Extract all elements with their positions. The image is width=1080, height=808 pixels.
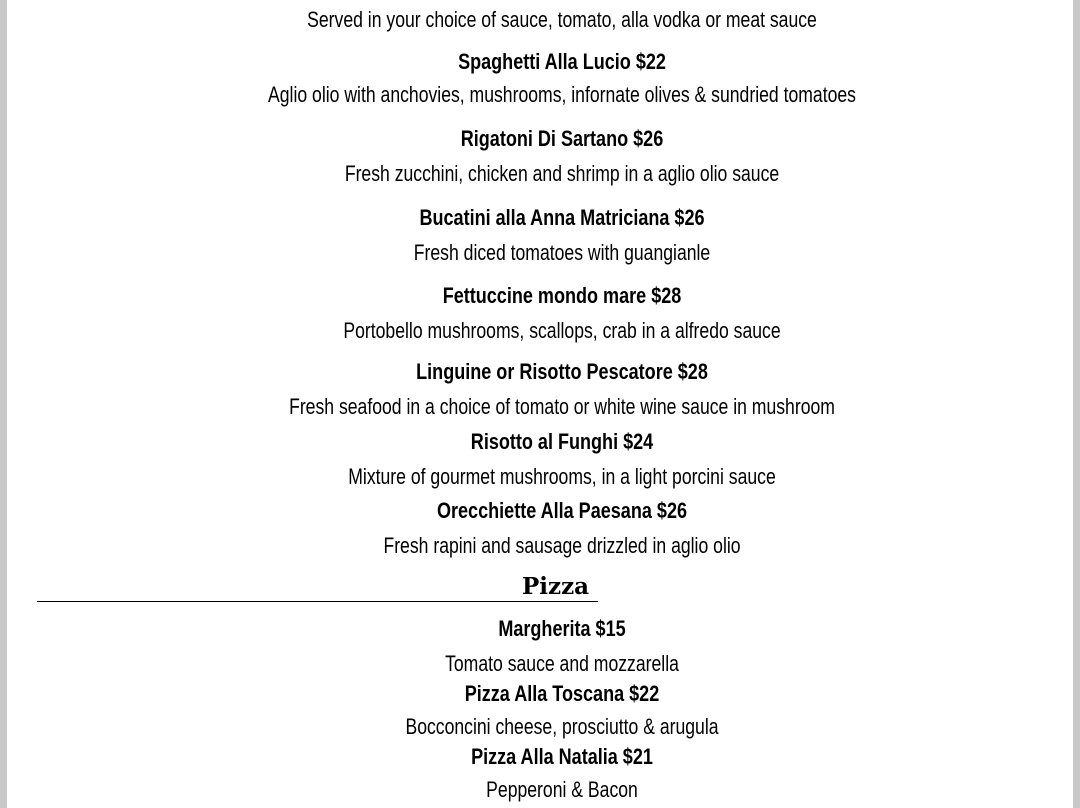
pizza-item-title: Pizza Alla Toscana $22: [464, 681, 660, 706]
pasta-item-title: Bucatini alla Anna Matriciana $26: [419, 205, 705, 230]
pasta-item-desc: Mixture of gourmet mushrooms, in a light porcini sauce: [348, 464, 776, 489]
menu-page: [7, 0, 1073, 808]
pasta-item-title: Rigatoni Di Sartano $26: [460, 126, 664, 151]
pizza-item-title: Margherita $15: [498, 616, 626, 641]
pasta-item-desc: Fresh seafood in a choice of tomato or white wine sauce in mushroom: [289, 394, 835, 419]
pasta-item-title: Risotto al Funghi $24: [470, 429, 654, 454]
pizza-section-heading: Pizza: [522, 573, 590, 600]
pizza-item-desc: Tomato sauce and mozzarella: [445, 651, 679, 676]
pasta-item-title: Spaghetti Alla Lucio $22: [458, 49, 666, 74]
pasta-item-desc: Fresh rapini and sausage drizzled in aglio olio: [383, 533, 741, 558]
section-divider: [37, 601, 598, 602]
pasta-item-title: Orecchiette Alla Paesana $26: [436, 498, 688, 523]
pizza-item-desc: Pepperoni & Bacon: [486, 777, 638, 802]
pasta-item-desc: Fresh zucchini, chicken and shrimp in a aglio olio sauce: [344, 161, 780, 186]
pasta-item-title: Fettuccine mondo mare $28: [442, 283, 682, 308]
pasta-intro: Served in your choice of sauce, tomato, alla vodka or meat sauce: [307, 7, 817, 32]
pizza-item-title: Pizza Alla Natalia $21: [471, 744, 653, 769]
pizza-item-desc: Bocconcini cheese, prosciutto & arugula: [405, 714, 719, 739]
pasta-item-desc: Portobello mushrooms, scallops, crab in a alfredo sauce: [343, 318, 781, 343]
pasta-item-desc: Fresh diced tomatoes with guangianle: [413, 240, 711, 265]
pasta-item-title: Linguine or Risotto Pescatore $28: [416, 359, 708, 384]
pasta-item-desc: Aglio olio with anchovies, mushrooms, infornate olives & sundried tomatoes: [268, 82, 856, 107]
